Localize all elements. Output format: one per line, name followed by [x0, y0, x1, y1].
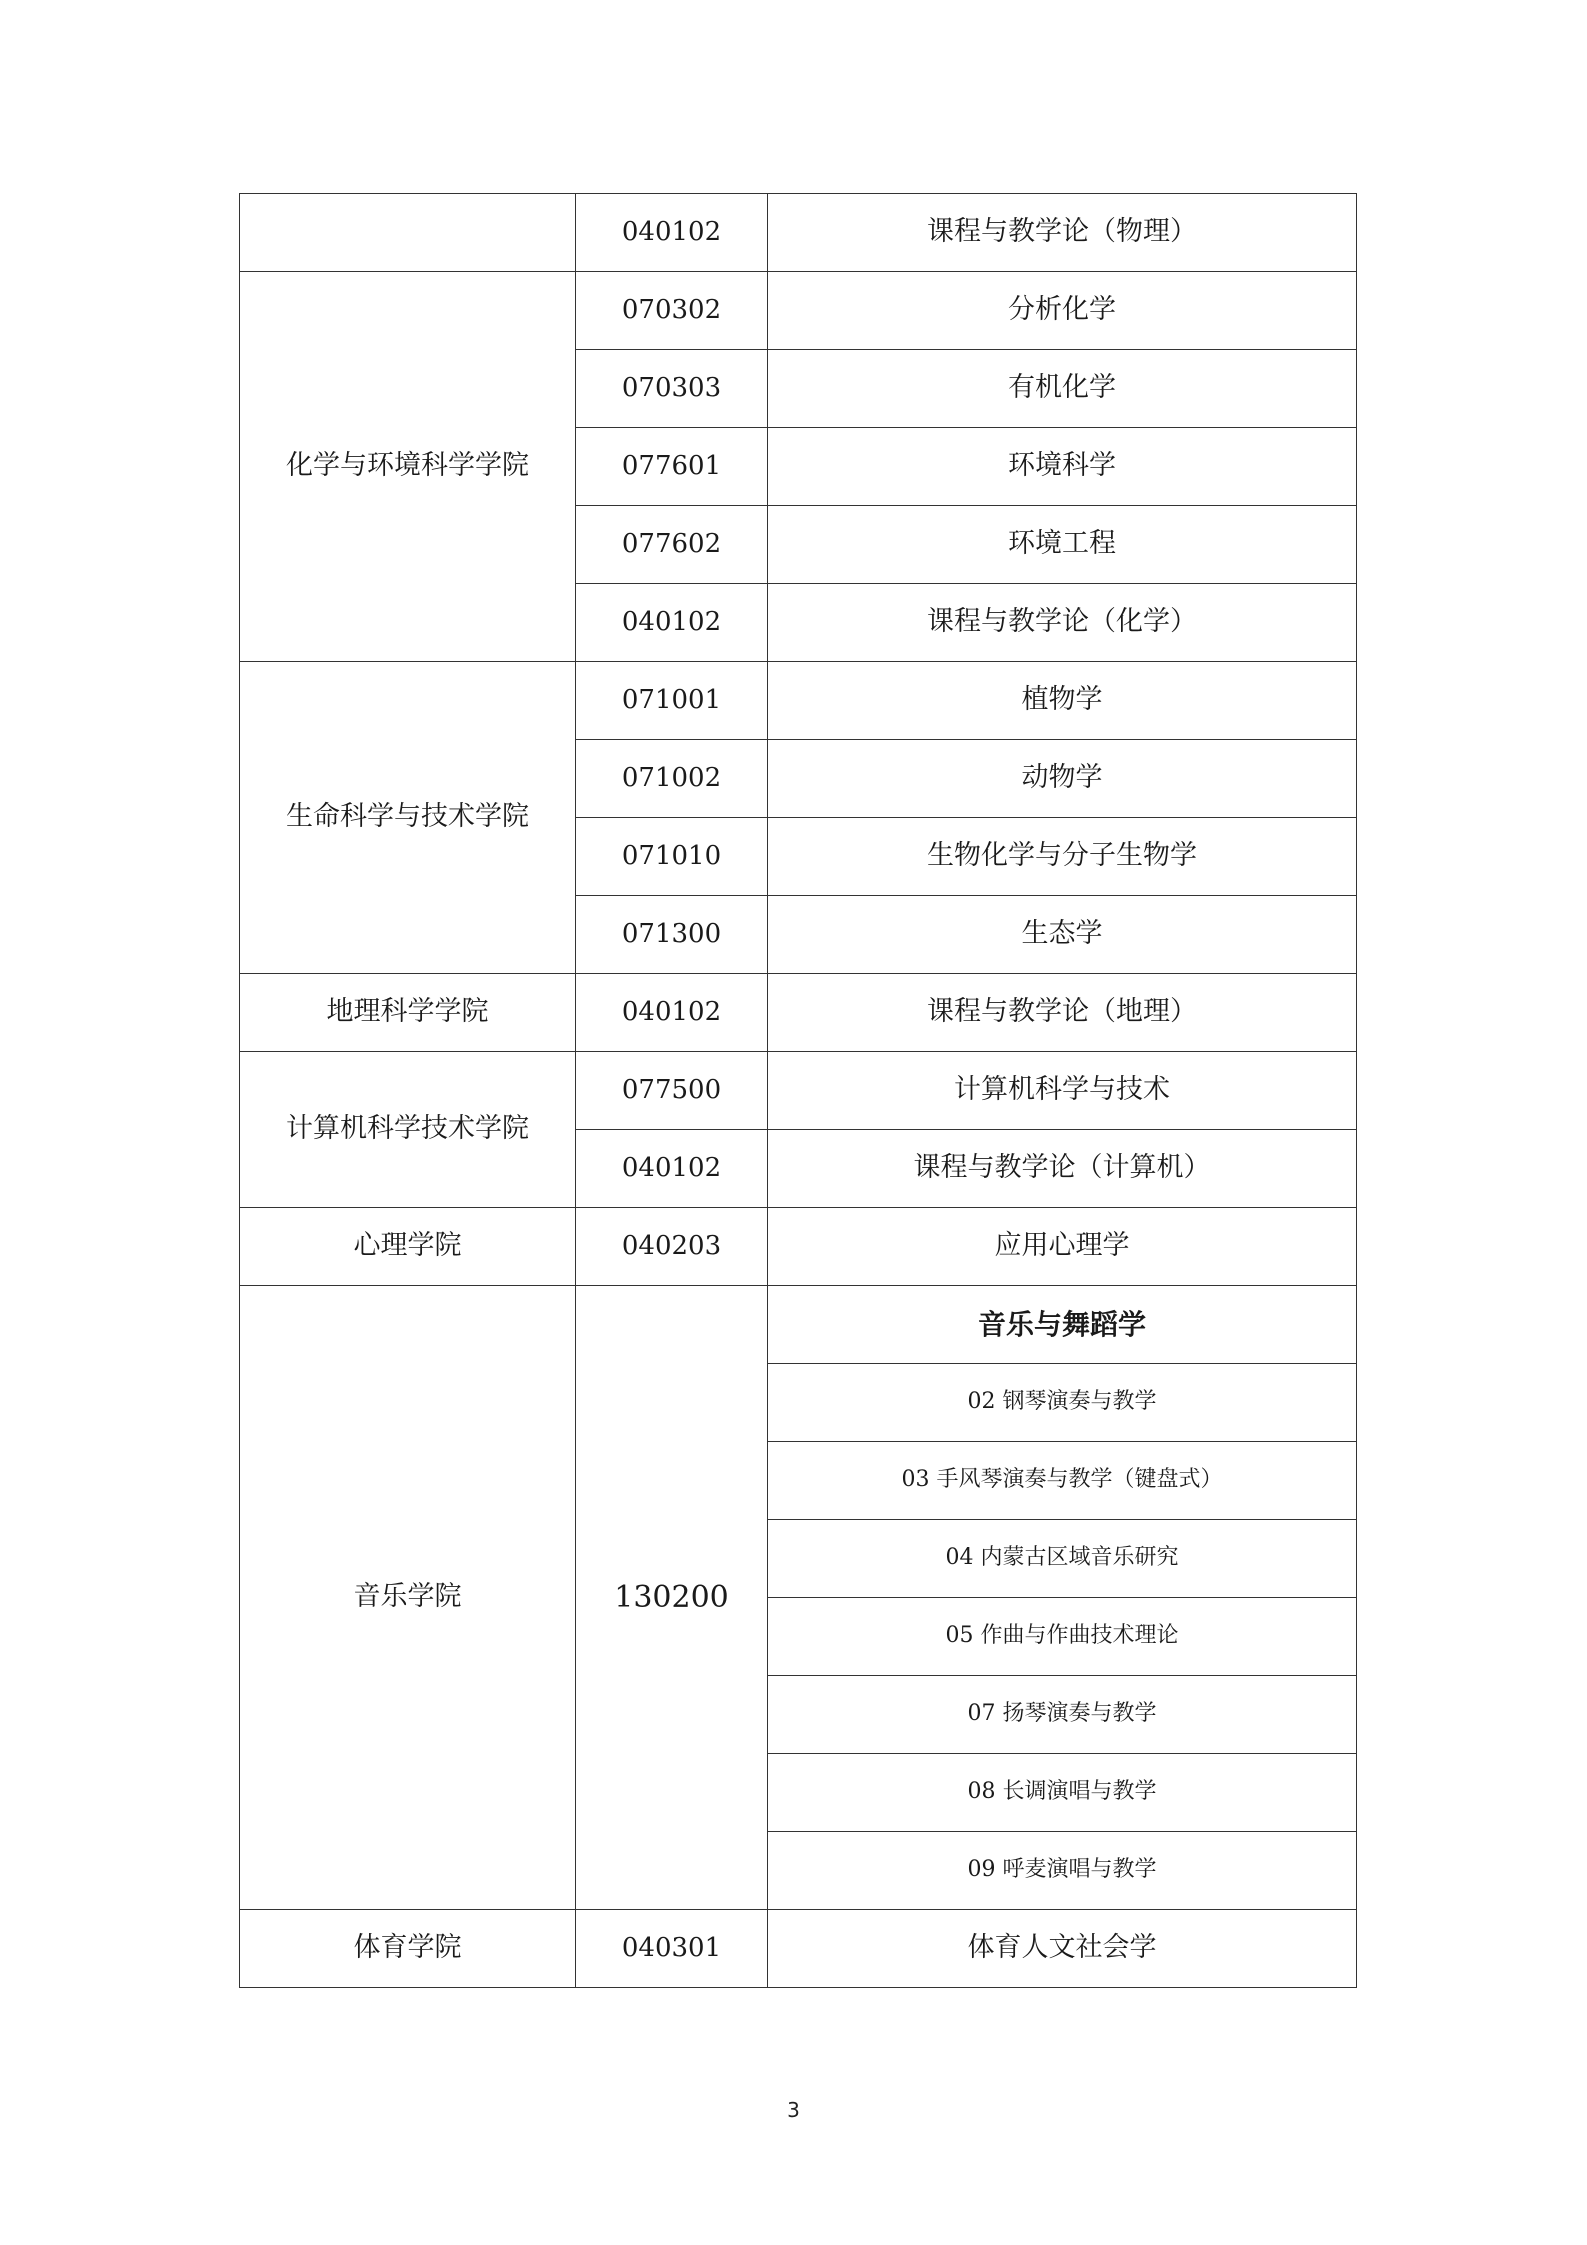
dept-cell: 计算机科学技术学院: [240, 1052, 576, 1208]
major-cell: 07 扬琴演奏与教学: [768, 1676, 1357, 1754]
code-cell: 071001: [576, 662, 768, 740]
dept-cell: 地理科学学院: [240, 974, 576, 1052]
major-cell: 04 内蒙古区域音乐研究: [768, 1520, 1357, 1598]
code-cell: 077601: [576, 428, 768, 506]
code-cell: 077500: [576, 1052, 768, 1130]
major-cell: 植物学: [768, 662, 1357, 740]
major-cell: 计算机科学与技术: [768, 1052, 1357, 1130]
major-cell: 生态学: [768, 896, 1357, 974]
major-cell: 体育人文社会学: [768, 1910, 1357, 1988]
major-cell: 应用心理学: [768, 1208, 1357, 1286]
major-cell: 课程与教学论（物理）: [768, 194, 1357, 272]
major-cell: 03 手风琴演奏与教学（键盘式）: [768, 1442, 1357, 1520]
code-cell: 071002: [576, 740, 768, 818]
table-row: [240, 662, 1357, 740]
code-cell: 040102: [576, 194, 768, 272]
table-row: [240, 974, 1357, 1052]
table-row: [240, 1208, 1357, 1286]
table-row: [240, 1286, 1357, 1364]
dept-cell: 心理学院: [240, 1208, 576, 1286]
code-cell: 040203: [576, 1208, 768, 1286]
dept-cell: 生命科学与技术学院: [240, 662, 576, 974]
code-cell: 130200: [576, 1286, 768, 1910]
dept-cell: [240, 194, 576, 272]
major-cell: 生物化学与分子生物学: [768, 818, 1357, 896]
dept-cell: 化学与环境科学学院: [240, 272, 576, 662]
majors-table: [239, 193, 1357, 1988]
code-cell: 040301: [576, 1910, 768, 1988]
table-row: [240, 1052, 1357, 1130]
code-cell: 070302: [576, 272, 768, 350]
major-cell: 02 钢琴演奏与教学: [768, 1364, 1357, 1442]
dept-cell: 体育学院: [240, 1910, 576, 1988]
major-cell: 08 长调演唱与教学: [768, 1754, 1357, 1832]
major-cell: 动物学: [768, 740, 1357, 818]
major-cell: 环境科学: [768, 428, 1357, 506]
code-cell: 070303: [576, 350, 768, 428]
major-cell: 课程与教学论（地理）: [768, 974, 1357, 1052]
major-cell: 课程与教学论（计算机）: [768, 1130, 1357, 1208]
code-cell: 071010: [576, 818, 768, 896]
page-number: 3: [787, 2098, 800, 2122]
dept-cell: 音乐学院: [240, 1286, 576, 1910]
major-cell: 有机化学: [768, 350, 1357, 428]
major-cell: 05 作曲与作曲技术理论: [768, 1598, 1357, 1676]
major-cell: 09 呼麦演唱与教学: [768, 1832, 1357, 1910]
major-cell: 音乐与舞蹈学: [768, 1286, 1357, 1364]
major-cell: 环境工程: [768, 506, 1357, 584]
major-cell: 分析化学: [768, 272, 1357, 350]
code-cell: 077602: [576, 506, 768, 584]
code-cell: 040102: [576, 1130, 768, 1208]
code-cell: 040102: [576, 974, 768, 1052]
code-cell: 040102: [576, 584, 768, 662]
table-row: [240, 1910, 1357, 1988]
table-row: [240, 272, 1357, 350]
table-row: [240, 194, 1357, 272]
major-cell: 课程与教学论（化学）: [768, 584, 1357, 662]
code-cell: 071300: [576, 896, 768, 974]
